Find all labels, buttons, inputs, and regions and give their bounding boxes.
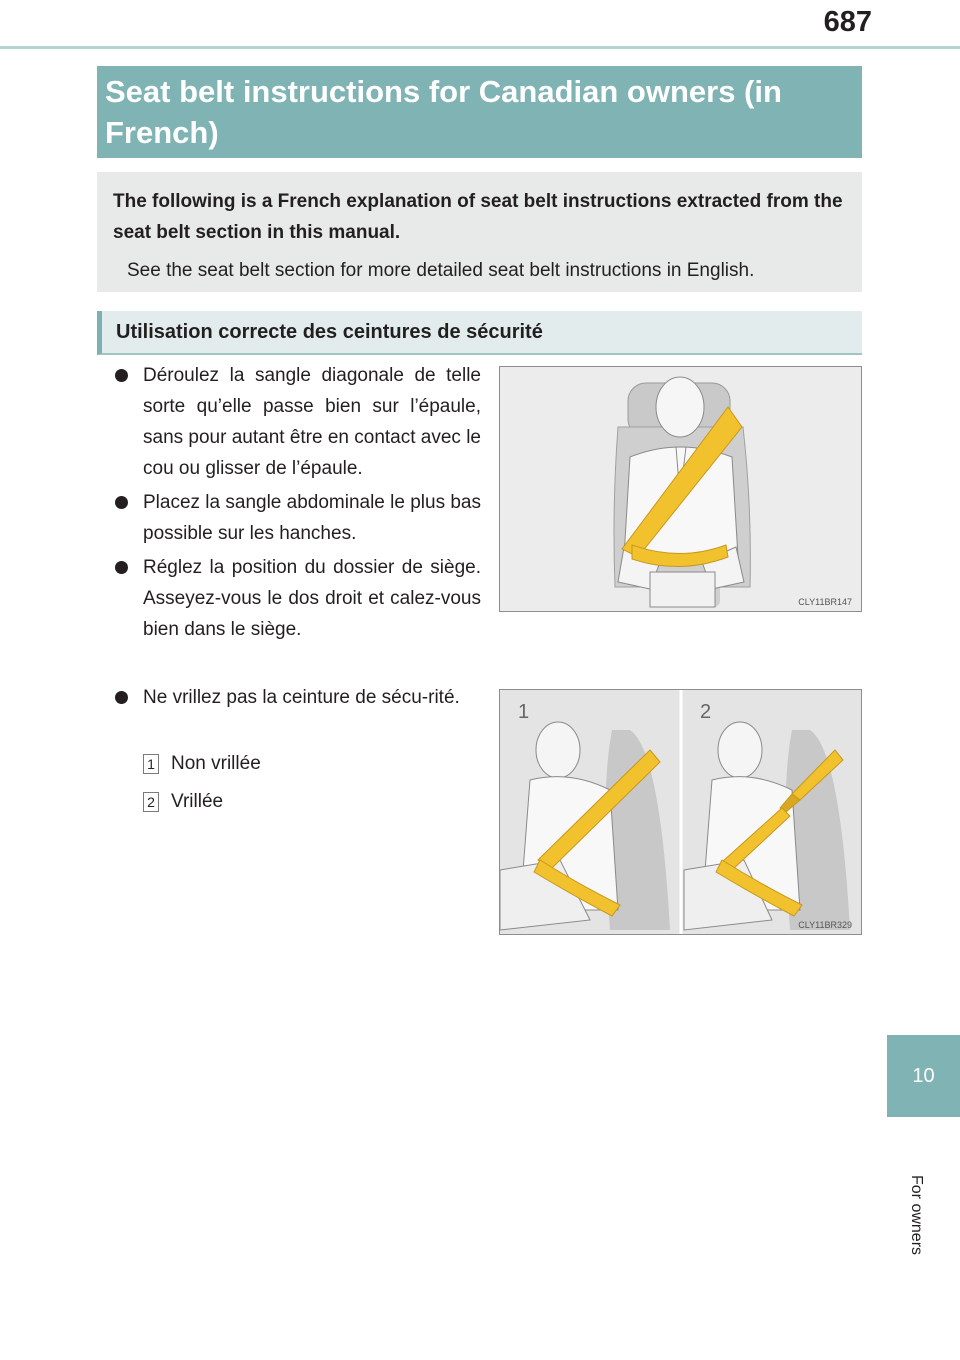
twist-comparison-icon [500,690,862,935]
badge-2: 2 [700,701,712,723]
list-item [111,487,481,549]
belt-twist-comparison-illustration [499,689,862,935]
chapter-tab [887,1035,960,1117]
header-rule [0,46,960,49]
intro-note: See the seat belt section for more detailed seat belt instructions in English. [127,260,755,281]
figure-code: CLY11BR147 [798,597,852,607]
list-item [111,682,481,713]
section-heading: Utilisation correcte des ceintures de sécurité [116,321,543,343]
chapter-number: 10 [912,1065,935,1087]
page-number: 687 [823,6,872,38]
seat-belt-position-illustration [499,366,862,612]
list-item-text: Ne vrillez pas la ceinture de sécu-rité. [143,687,460,708]
bullet-icon [115,369,128,382]
legend-label: Non vrillée [171,753,261,774]
intro-box [97,172,862,292]
list-item-text: Déroulez la sangle diagonale de telle sorte qu’elle passe bien sur l’épaule, sans pour autant être en contact avec le cou ou glisser de l’épaule. [143,365,481,479]
list-item [111,360,481,484]
seated-person-icon [500,367,862,612]
page-title: Seat belt instructions for Canadian owners (in French) [105,74,782,150]
list-item-text: Réglez la position du dossier de siège. Asseyez-vous le dos droit et calez-vous bien dans le siège. [143,557,481,640]
legend-number: 2 [143,792,159,812]
section-heading-bar [97,311,862,355]
legend-item-twisted [143,791,443,813]
chapter-label: For owners [908,1175,925,1256]
legend-label: Vrillée [171,791,224,812]
twist-instruction-list [111,682,481,713]
instruction-list [111,360,481,648]
bullet-icon [115,496,128,509]
bullet-icon [115,691,128,704]
bullet-icon [115,561,128,574]
badge-1: 1 [518,701,530,723]
list-item [111,552,481,645]
legend-number: 1 [143,754,159,774]
intro-text: The following is a French explanation of seat belt instructions extracted from the seat belt section in this manual. [113,191,843,243]
list-item-text: Placez la sangle abdominale le plus bas possible sur les hanches. [143,492,481,544]
legend-item-untwisted [143,753,443,775]
figure-code: CLY11BR329 [798,920,852,930]
title-bar [97,66,862,158]
